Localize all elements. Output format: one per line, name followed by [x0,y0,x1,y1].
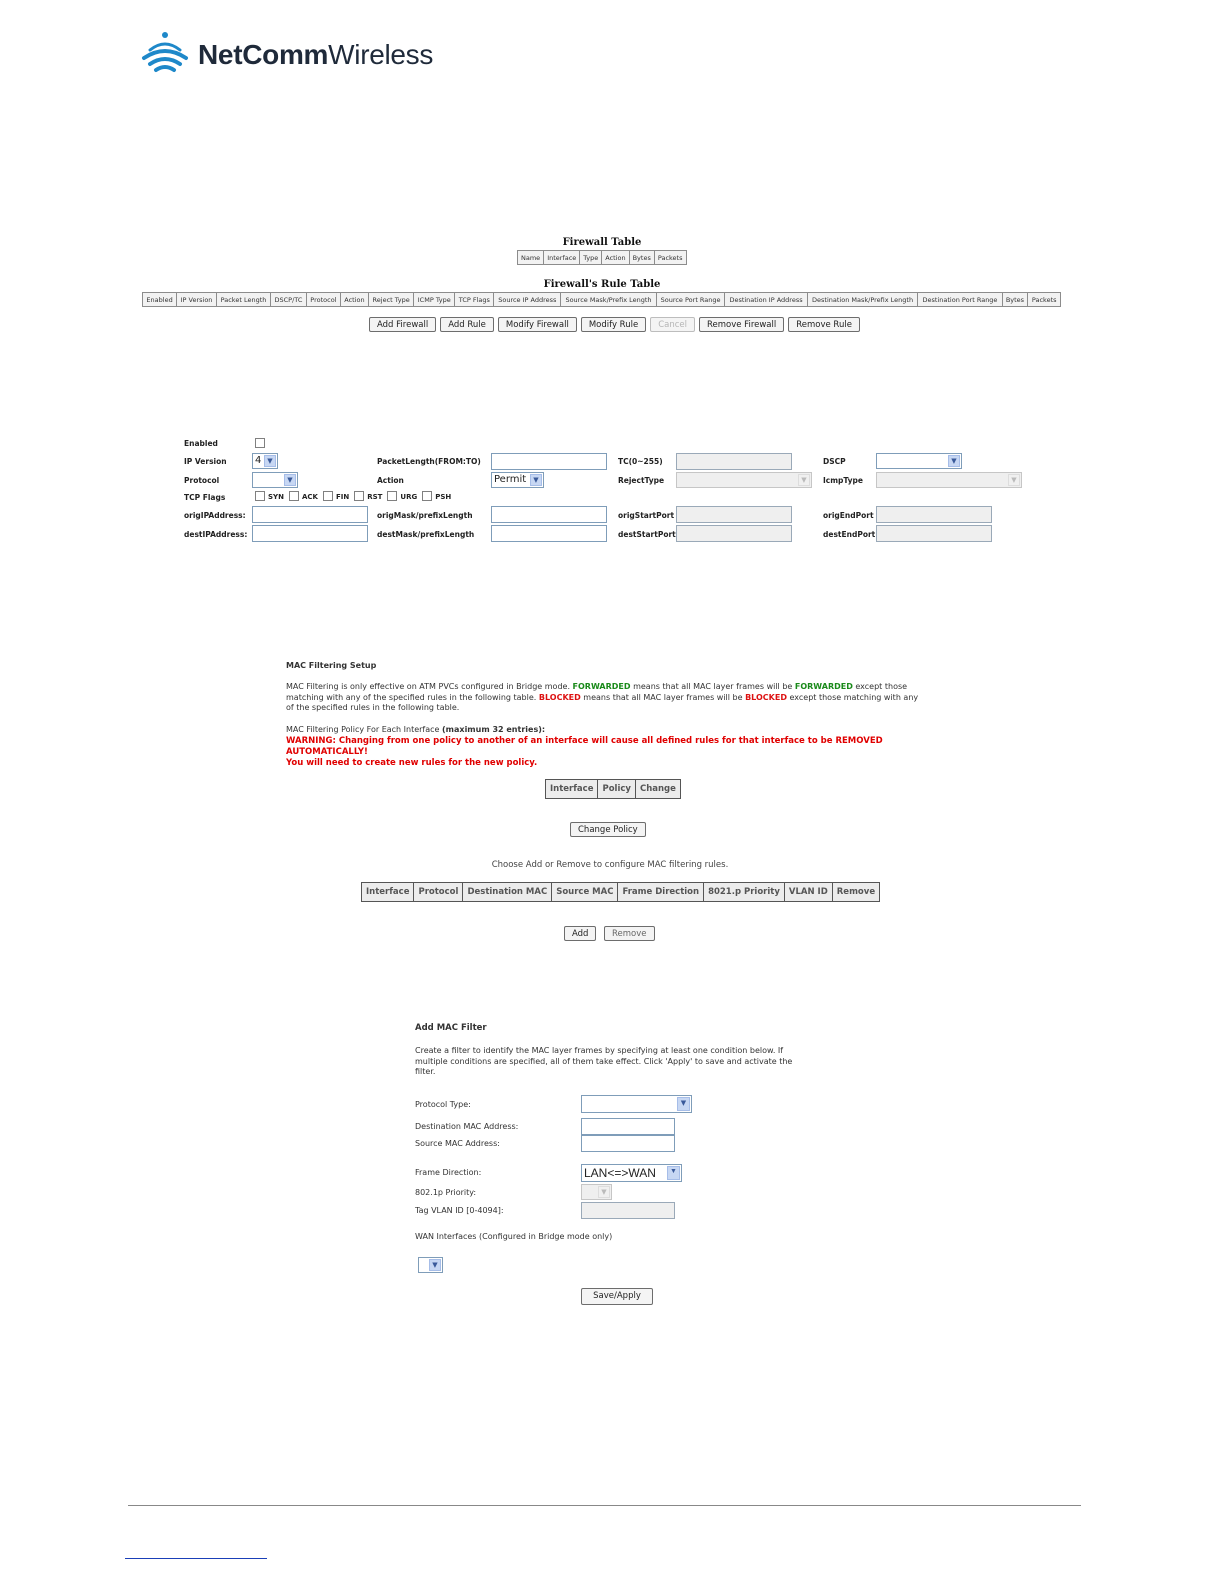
firewall-table-col-header: Action [602,251,629,265]
rule-table-col-header: Packets [1028,293,1061,307]
protocol-type-label: Protocol Type: [415,1100,471,1109]
policy-table-col-header: Interface [546,780,598,799]
brand-logo [140,32,433,78]
urg-checkbox[interactable] [387,491,397,501]
ip-version-select[interactable]: 4 ▼ [252,453,278,469]
wan-interfaces-label: WAN Interfaces (Configured in Bridge mode only) [415,1232,613,1241]
orig-start-port-label: origStartPort [618,511,675,520]
tcp-flag-rst[interactable]: RST [354,491,382,501]
rule-table-col-header: Packet Length [216,293,270,307]
chevron-down-icon: ▼ [948,455,960,467]
dest-start-port-label: destStartPort [618,530,676,539]
icmp-type-label: IcmpType [823,476,863,485]
dest-ip-label: destIPAddress: [184,530,248,539]
orig-start-port-input[interactable] [676,506,792,523]
dscp-select[interactable] [876,453,962,469]
tc-label: TC(0~255) [618,457,663,466]
firewall-table [517,250,687,265]
wan-interface-select[interactable] [418,1257,443,1273]
chevron-down-icon: ▼ [429,1259,441,1271]
rule-table-col-header: Source IP Address [494,293,561,307]
reject-type-label: RejectType [618,476,665,485]
footer-link-underline[interactable] [125,1558,267,1559]
priority-label: 802.1p Priority: [415,1188,477,1197]
firewall-table-col-header: Interface [544,251,580,265]
policy-caption: MAC Filtering Policy For Each Interface (maximum 32 entries): [286,725,546,734]
mac-filtering-description: MAC Filtering is only effective on ATM PVCs configured in Bridge mode. FORWARDED means that all MAC layer frames will be FORWARDED except those matching with any of the specified rules in the following table. BLOCKED means that all MAC layer frames will be BLOCKED except those matching with any of the specified rules in the following table. [286,682,919,712]
dest-ip-input[interactable] [252,525,368,542]
policy-table [545,779,681,799]
rule-table-col-header: Destination IP Address [725,293,807,307]
add-rule-button[interactable]: Add Rule [440,317,494,332]
chevron-down-icon: ▼ [284,474,296,486]
ack-checkbox[interactable] [289,491,299,501]
chevron-down-icon: ▼ [264,455,276,467]
action-label: Action [377,476,404,485]
rule-table-col-header: Destination Mask/Prefix Length [807,293,918,307]
rule-table-col-header: TCP Flags [455,293,494,307]
mac-filtering-heading: MAC Filtering Setup [286,661,377,670]
tcp-flag-ack[interactable]: ACK [289,491,318,501]
rules-caption: Choose Add or Remove to configure MAC filtering rules. [491,860,729,870]
action-select[interactable]: Permit ▼ [491,472,544,488]
add-mac-filter-description: Create a filter to identify the MAC layer frames by specifying at least one condition below. If multiple conditions are specified, all of them take effect. Click 'Apply' to save and activate the filter. [415,1046,793,1076]
modify-firewall-button[interactable]: Modify Firewall [498,317,577,332]
chevron-down-icon: ▼ [1008,474,1020,486]
vlan-label: Tag VLAN ID [0-4094]: [415,1206,504,1215]
mac-rule-table-col-header: Source MAC [552,883,618,902]
orig-end-port-label: origEndPort [823,511,874,520]
mac-rule-table-col-header: Interface [362,883,414,902]
dest-end-port-input[interactable] [876,525,992,542]
orig-ip-label: origIPAddress: [184,511,246,520]
vlan-input[interactable] [581,1202,675,1219]
fin-checkbox[interactable] [323,491,333,501]
rule-table-col-header: Protocol [306,293,340,307]
remove-button[interactable]: Remove [604,926,655,941]
orig-mask-input[interactable] [491,506,607,523]
tc-input[interactable] [676,453,792,470]
firewall-button-row [369,317,860,332]
rule-table-title: Firewall's Rule Table [543,279,661,290]
rule-table-col-header: Action [340,293,368,307]
chevron-down-icon: ▼ [677,1097,690,1111]
dest-start-port-input[interactable] [676,525,792,542]
src-mac-input[interactable] [581,1135,675,1152]
rule-table-col-header: Reject Type [368,293,413,307]
psh-checkbox[interactable] [422,491,432,501]
protocol-type-select[interactable] [581,1095,692,1113]
protocol-label: Protocol [184,476,220,485]
wifi-signal-icon [140,30,190,80]
ip-version-label: IP Version [184,457,227,466]
src-mac-label: Source MAC Address: [415,1139,500,1148]
tcp-flag-fin[interactable]: FIN [323,491,349,501]
add-firewall-button[interactable]: Add Firewall [369,317,436,332]
chevron-down-icon: ▼ [530,474,542,486]
tcp-flags-group [255,491,456,501]
rule-table [142,292,1061,307]
add-mac-filter-heading: Add MAC Filter [415,1023,487,1033]
rule-table-col-header: Source Port Range [656,293,725,307]
orig-ip-input[interactable] [252,506,368,523]
firewall-table-col-header: Bytes [629,251,654,265]
policy-table-col-header: Policy [598,780,635,799]
priority-select[interactable] [581,1184,612,1200]
chevron-down-icon: ▼ [598,1186,610,1198]
mac-rule-table-col-header: Protocol [414,883,463,902]
rule-table-col-header: ICMP Type [414,293,455,307]
rule-table-col-header: Destination Port Range [918,293,1002,307]
modify-rule-button[interactable]: Modify Rule [581,317,646,332]
packet-length-label: PacketLength(FROM:TO) [377,457,481,466]
mac-rules-table [361,882,880,902]
protocol-select[interactable] [252,472,298,488]
add-button[interactable]: Add [564,926,596,941]
mac-rule-table-col-header: Destination MAC [463,883,552,902]
policy-table-col-header: Change [635,780,680,799]
rule-table-col-header: DSCP/TC [271,293,307,307]
firewall-table-col-header: Type [580,251,602,265]
reject-type-select[interactable] [676,472,812,488]
tcp-flag-urg[interactable]: URG [387,491,417,501]
footer-divider [128,1505,1081,1506]
tcp-flag-psh[interactable]: PSH [422,491,451,501]
packet-length-input[interactable] [491,453,607,470]
rule-table-col-header: Enabled [143,293,177,307]
frame-direction-select[interactable]: LAN<=>WAN ▼ [581,1164,682,1182]
enabled-checkbox[interactable] [255,438,265,448]
mac-rule-table-col-header: VLAN ID [784,883,832,902]
cancel-button[interactable]: Cancel [650,317,695,332]
chevron-down-icon: ▼ [667,1166,680,1180]
policy-warning: WARNING: Changing from one policy to another of an interface will cause all defined rules for that interface to be REMOVED AUTOMATICALLY! You will need to create new rules for the new policy. [286,736,883,768]
icmp-type-select[interactable] [876,472,1022,488]
orig-end-port-input[interactable] [876,506,992,523]
dest-mask-input[interactable] [491,525,607,542]
dest-end-port-label: destEndPort [823,530,876,539]
dest-mac-input[interactable] [581,1118,675,1135]
remove-rule-button[interactable]: Remove Rule [788,317,860,332]
firewall-table-col-header: Name [518,251,544,265]
chevron-down-icon: ▼ [798,474,810,486]
rule-table-col-header: Source Mask/Prefix Length [561,293,656,307]
dscp-label: DSCP [823,457,846,466]
dest-mac-label: Destination MAC Address: [415,1122,519,1131]
orig-mask-label: origMask/prefixLength [377,511,473,520]
dest-mask-label: destMask/prefixLength [377,530,475,539]
mac-rule-table-col-header: 8021.p Priority [704,883,785,902]
save-apply-button[interactable]: Save/Apply [581,1288,653,1305]
firewall-table-col-header: Packets [654,251,686,265]
tcp-flags-label: TCP Flags [184,493,226,502]
tcp-flag-syn[interactable]: SYN [255,491,284,501]
rule-table-col-header: IP Version [177,293,217,307]
mac-rule-table-col-header: Remove [832,883,879,902]
brand-name: NetCommWireless [198,39,434,70]
rst-checkbox[interactable] [354,491,364,501]
firewall-table-title: Firewall Table [562,237,642,248]
syn-checkbox[interactable] [255,491,265,501]
remove-firewall-button[interactable]: Remove Firewall [699,317,784,332]
change-policy-button[interactable]: Change Policy [570,822,646,837]
rule-table-col-header: Bytes [1002,293,1028,307]
enabled-label: Enabled [184,439,218,448]
frame-direction-label: Frame Direction: [415,1168,482,1177]
mac-rule-table-col-header: Frame Direction [618,883,704,902]
